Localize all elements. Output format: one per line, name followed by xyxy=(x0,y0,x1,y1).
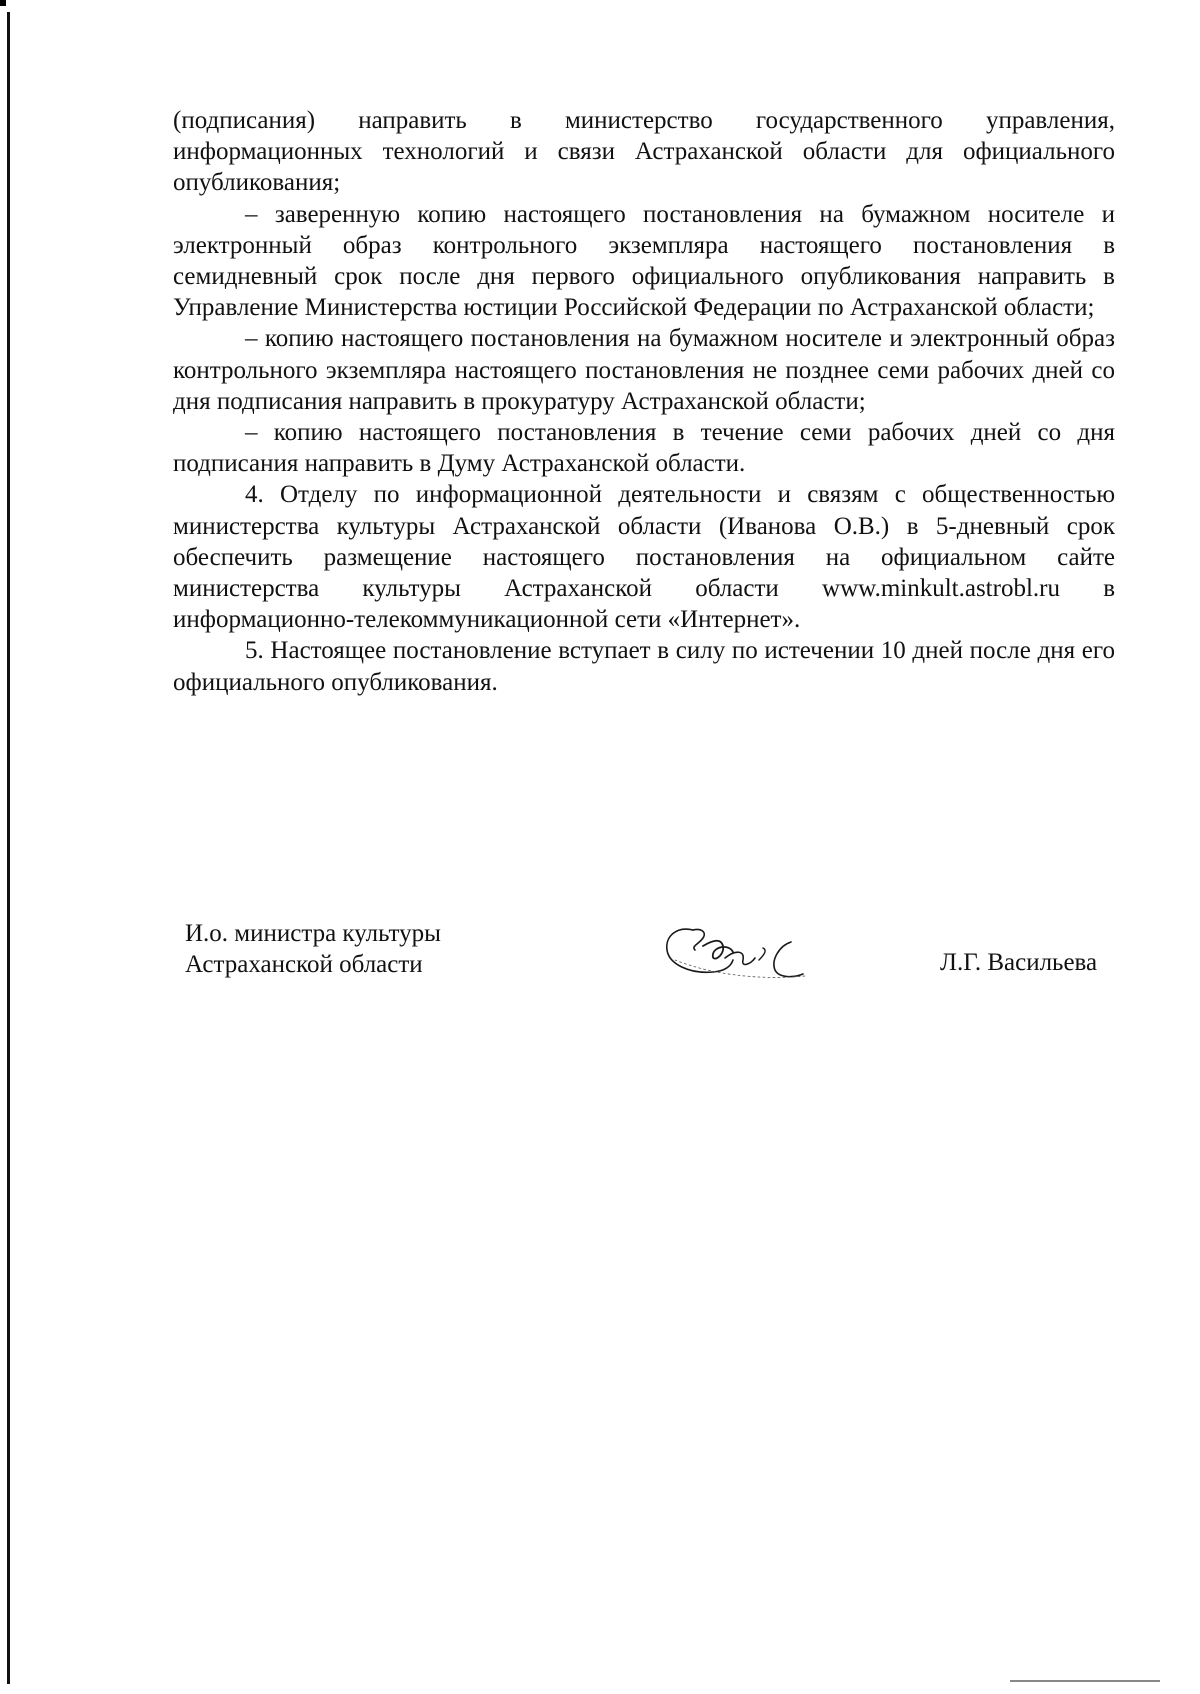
scan-edge-mark xyxy=(0,0,6,6)
signatory-title-line-1: И.о. министра культуры xyxy=(185,920,441,947)
paragraph-certified-copy: – заверенную копию настоящего постановления на бумажном носителе и электронный образ контрольного экземпляра настоящего постановления в семидневный срок после дня первого официального опубликования направить в Управление Министерства юстиции Российской Федерации по Астраханской области; xyxy=(173,200,1115,322)
paragraph-duma-copy: – копию настоящего постановления в течение семи рабочих дней со дня подписания направить в Думу Астраханской области. xyxy=(173,419,1115,478)
signatory-title xyxy=(185,918,441,980)
paragraph-prosecutor-copy: – копию настоящего постановления на бумажном носителе и электронный образ контрольного экземпляра настоящего постановления не позднее семи рабочих дней со дня подписания направить в прокуратуру Астраханской области; xyxy=(173,325,1115,415)
signatory-title-line-2: Астраханской области xyxy=(185,951,423,978)
signature-block xyxy=(185,918,1125,1028)
paragraph-item-4: 4. Отделу по информационной деятельности и связям с общественностью министерства культуры Астраханской области (Иванова О.В.) в 5-дневный срок обеспечить размещение настоящего постановления на официальном сайте министерства культуры Астраханской области www.minkult.astrobl.ru в информационно-телекоммуникационной сети «Интернет». xyxy=(173,481,1115,634)
scan-bottom-mark xyxy=(1010,1680,1160,1682)
document-body xyxy=(173,105,1115,698)
scan-left-edge xyxy=(7,12,10,1684)
handwritten-signature xyxy=(655,916,825,996)
paragraph-continuation: (подписания) направить в министерство государственного управления, информационных технологий и связи Астраханской области для официального опубликования; xyxy=(173,107,1115,197)
paragraph-item-5: 5. Настоящее постановление вступает в силу по истечении 10 дней после дня его официального опубликования. xyxy=(173,637,1115,696)
signatory-name: Л.Г. Васильева xyxy=(940,949,1098,976)
